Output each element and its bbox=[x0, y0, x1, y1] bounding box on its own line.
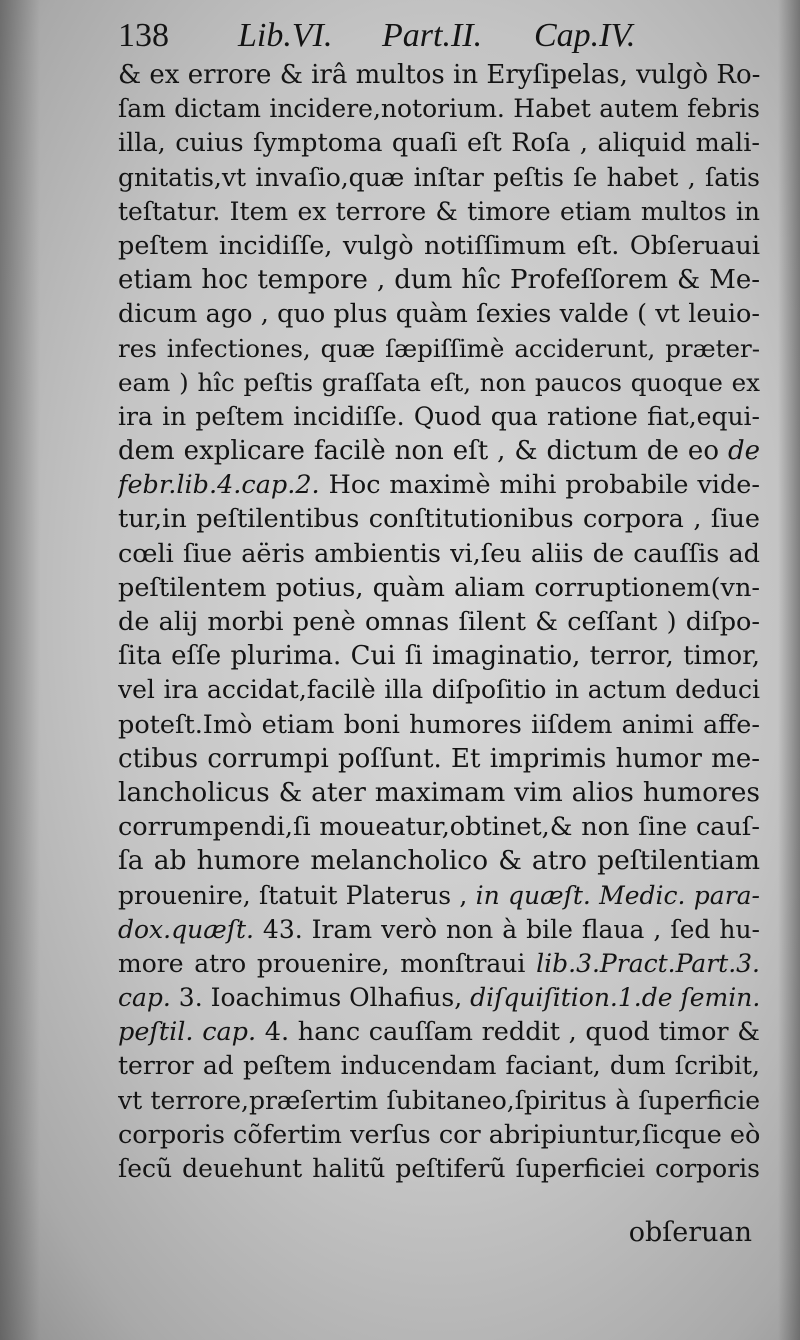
italic-reference: in quæſt. Medic. para- bbox=[475, 880, 760, 910]
line-text: corporis cõfertim verſus cor abripiuntur,ſicque eò bbox=[118, 1119, 760, 1150]
line-text: peſtilentem potius, quàm aliam corruptionem(vn- bbox=[118, 572, 760, 603]
right-shadow bbox=[778, 0, 800, 1340]
line-text: ſecũ deuehunt halitũ peſtiferũ ſuperficiei corporis bbox=[118, 1154, 760, 1183]
text-line bbox=[118, 263, 760, 297]
text-line bbox=[118, 844, 760, 878]
running-head-book: Lib.VI. bbox=[238, 17, 333, 54]
left-shadow bbox=[0, 0, 40, 1340]
text-line bbox=[118, 366, 760, 400]
text-line bbox=[118, 537, 760, 571]
line-text: vel ira accidat,facilè illa diſpoſitio in actum deduci bbox=[118, 675, 760, 705]
text-line bbox=[118, 742, 760, 776]
text-line bbox=[118, 913, 760, 947]
running-head-part: Part.II. bbox=[382, 17, 483, 54]
line-text: de alij morbi penè omnas ſilent & ceſſant ) diſpo- bbox=[118, 607, 760, 637]
text-line bbox=[118, 468, 760, 502]
text-line bbox=[118, 195, 760, 229]
line-text: 4. hanc cauſſam reddit , quod timor & bbox=[256, 1017, 760, 1048]
italic-reference: diſquiſition.1.de ſemin. bbox=[470, 983, 760, 1013]
text-line bbox=[118, 434, 760, 468]
line-text: more atro prouenire, monſtraui bbox=[118, 948, 537, 978]
catchword: obſeruan bbox=[628, 1217, 752, 1248]
text-line bbox=[118, 58, 760, 92]
italic-reference: de bbox=[727, 436, 760, 467]
line-text: dem explicare facilè non eſt , & dictum de eo bbox=[118, 436, 728, 467]
text-line bbox=[118, 229, 760, 263]
text-line bbox=[118, 605, 760, 639]
line-text: illa, cuius ſymptoma quaſi eſt Roſa , aliquid mali- bbox=[118, 128, 760, 159]
text-line bbox=[118, 708, 760, 742]
line-text: ſa ab humore melancholico & atro peſtilentiam bbox=[118, 845, 760, 877]
line-text: ſam dictam incidere,notorium. Habet autem febris bbox=[118, 94, 760, 124]
text-line bbox=[118, 297, 760, 331]
line-text: res infectiones, quæ ſæpiſſimè acciderunt, præter- bbox=[118, 333, 760, 363]
text-line bbox=[118, 673, 760, 707]
line-text: etiam hoc tempore , dum hîc Profeſſorem & Me- bbox=[118, 265, 760, 296]
line-text: vt terrore,præſertim ſubitaneo,ſpiritus à ſuperficie bbox=[118, 1085, 760, 1115]
text-line bbox=[118, 639, 760, 673]
line-text: & ex errore & irâ multos in Eryſipelas, vulgò Ro- bbox=[118, 60, 760, 90]
body-text bbox=[118, 58, 760, 1186]
text-line bbox=[118, 879, 760, 913]
text-line bbox=[118, 502, 760, 536]
text-line bbox=[118, 1049, 760, 1083]
text-line bbox=[118, 810, 760, 844]
line-text: 3. Ioachimus Olhafius, bbox=[170, 983, 471, 1013]
italic-reference: peſtil. cap. bbox=[118, 1017, 257, 1048]
line-text: eam ) hîc peſtis graſſata eſt, non paucos quoque ex bbox=[118, 367, 760, 397]
text-line bbox=[118, 1152, 760, 1186]
line-text: peſtem incidiſſe, vulgò notiſſimum eſt. Obſeruaui bbox=[118, 230, 760, 261]
line-text: poteſt.Imò etiam boni humores iiſdem animi affe- bbox=[118, 709, 760, 740]
text-line bbox=[118, 1118, 760, 1152]
running-head bbox=[118, 12, 758, 60]
italic-reference: dox.quæſt. bbox=[118, 914, 254, 944]
text-line bbox=[118, 571, 760, 605]
line-text: cœli ſiue aëris ambientis vi,ſeu aliis de cauſſis ad bbox=[118, 538, 760, 569]
text-line bbox=[118, 126, 760, 160]
line-text: Hoc maximè mihi probabile vide- bbox=[319, 470, 760, 501]
line-text: terror ad peſtem inducendam faciant, dum ſcribit, bbox=[118, 1051, 760, 1081]
line-text: ira in peſtem incidiſſe. Quod qua ratione fiat,equi- bbox=[118, 401, 760, 431]
text-line bbox=[118, 92, 760, 126]
line-text: gnitatis,vt invaſio,quæ inſtar peſtis ſe habet , ſatis bbox=[118, 162, 760, 192]
line-text: corrumpendi,ſi moueatur,obtinet,& non ſine cauſ- bbox=[118, 812, 760, 843]
line-text: 43. Iram verò non à bile flaua , ſed hu- bbox=[253, 914, 760, 944]
italic-reference: febr.lib.4.cap.2. bbox=[118, 470, 320, 501]
text-line bbox=[118, 332, 760, 366]
line-text: ſita eſſe plurima. Cui ſi imaginatio, terror, timor, bbox=[118, 641, 760, 672]
line-text: ctibus corrumpi poſſunt. Et imprimis humor me- bbox=[118, 743, 760, 774]
text-line bbox=[118, 776, 760, 810]
page-number: 138 bbox=[118, 17, 169, 54]
line-text: tur,in peſtilentibus conſtitutionibus corpora , ſiue bbox=[118, 504, 760, 535]
text-line bbox=[118, 161, 760, 195]
line-text: lancholicus & ater maximam vim alios humores bbox=[118, 776, 760, 808]
text-line bbox=[118, 400, 760, 434]
running-head-chapter: Cap.IV. bbox=[534, 17, 636, 54]
text-line bbox=[118, 1084, 760, 1118]
line-text: teſtatur. Item ex terrore & timore etiam multos in bbox=[118, 196, 760, 226]
line-text: prouenire, ſtatuit Platerus , bbox=[118, 880, 476, 910]
italic-reference: cap. bbox=[118, 983, 171, 1013]
italic-reference: lib.3.Pract.Part.3. bbox=[536, 948, 760, 978]
text-line bbox=[118, 1015, 760, 1049]
text-line bbox=[118, 947, 760, 981]
line-text: dicum ago , quo plus quàm ſexies valde ( vt leuio- bbox=[118, 299, 760, 330]
text-line bbox=[118, 981, 760, 1015]
